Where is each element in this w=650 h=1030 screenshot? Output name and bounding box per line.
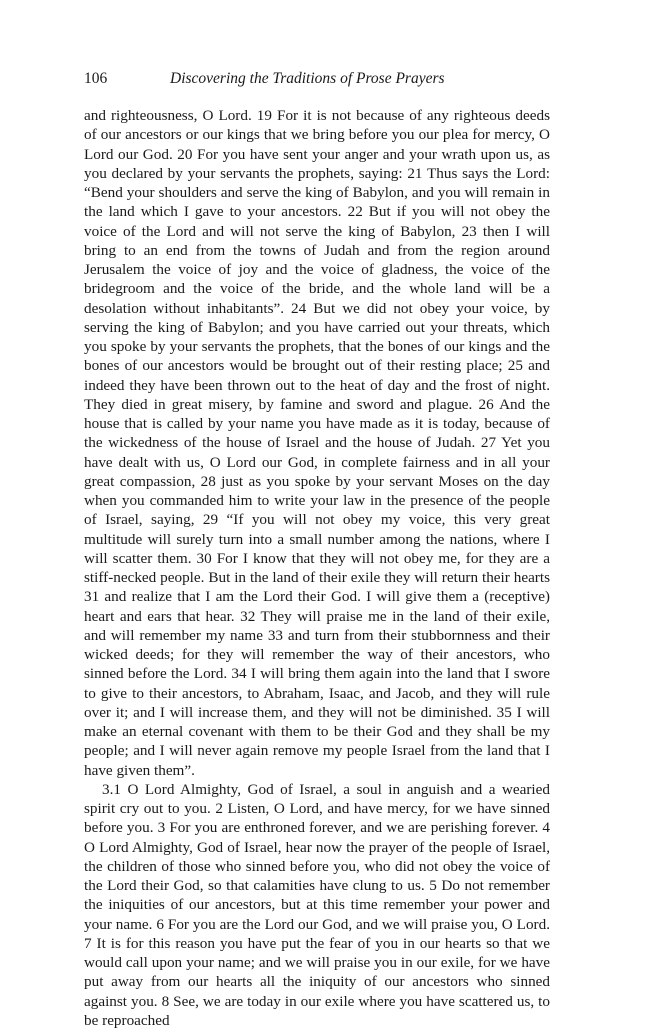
body-text: [84, 106, 550, 1030]
page-number: 106: [84, 70, 108, 87]
paragraph-baruch-3: 3.1 O Lord Almighty, God of Israel, a soul in anguish and a wearied spirit cry out to you. 2 Listen, O Lord, and have mercy, for we have sinned before you. 3 For you are enthroned forever, and we are perishing forever. 4 O Lord Almighty, God of Israel, hear now the prayer of the people of Israel, the children of those who sinned before you, who did not obey the voice of the Lord their God, so that calamities have clung to us. 5 Do not remember the iniquities of our ancestors, but at this time remember your power and your name. 6 For you are the Lord our God, and we will praise you, O Lord. 7 It is for this reason you have put the fear of you in our hearts so that we would call upon your name; and we will praise you in our exile, for we have put away from our hearts all the iniquity of our ancestors who sinned against you. 8 See, we are today in our exile where you have scattered us, to be reproached: [84, 780, 550, 1029]
running-head: [84, 69, 550, 89]
paragraph-continued: and righteousness, O Lord. 19 For it is not because of any righteous deeds of our ancestors or our kings that we bring before you our plea for mercy, O Lord our God. 20 For you have sent your anger and your wrath upon us, as you declared by your servants the prophets, saying: 21 Thus says the Lord: “Bend your shoulders and serve the king of Babylon, and you will remain in the land which I gave to your ancestors. 22 But if you will not obey the voice of the Lord and will not serve the king of Babylon, 23 then I will bring to an end from the towns of Judah and from the region around Jerusalem the voice of joy and the voice of gladness, the voice of the bridegroom and the voice of the bride, and the whole land will be a desolation without inhabitants”. 24 But we did not obey your voice, by serving the king of Babylon; and you have carried out your threats, which you spoke by your servants the prophets, that the bones of our kings and the bones of our ancestors would be brought out of their resting place; 25 and indeed they have been thrown out to the heat of day and the frost of night. They died in great misery, by famine and sword and plague. 26 And the house that is called by your name you have made as it is today, because of the wickedness of the house of Israel and the house of Judah. 27 Yet you have dealt with us, O Lord our God, in complete fairness and in all your great compassion, 28 just as you spoke by your servant Moses on the day when you commanded him to write your law in the presence of the people of Israel, saying, 29 “If you will not obey my voice, this very great multitude will surely turn into a small number among the nations, where I will scatter them. 30 For I know that they will not obey me, for they are a stiff-necked people. But in the land of their exile they will return their hearts 31 and realize that I am the Lord their God. I will give them a (receptive) heart and ears that hear. 32 They will praise me in the land of their exile, and will remember my name 33 and turn from their stubbornness and their wicked deeds; for they will remember the way of their ancestors, who sinned before the Lord. 34 I will bring them again into the land that I swore to give to their ancestors, to Abraham, Isaac, and Jacob, and they will rule over it; and I will increase them, and they will not be diminished. 35 I will make an eternal covenant with them to be their God and they shall be my people; and I will never again remove my people Israel from the land that I have given them”.: [84, 107, 550, 779]
running-title: Discovering the Traditions of Prose Prayers: [170, 70, 445, 87]
